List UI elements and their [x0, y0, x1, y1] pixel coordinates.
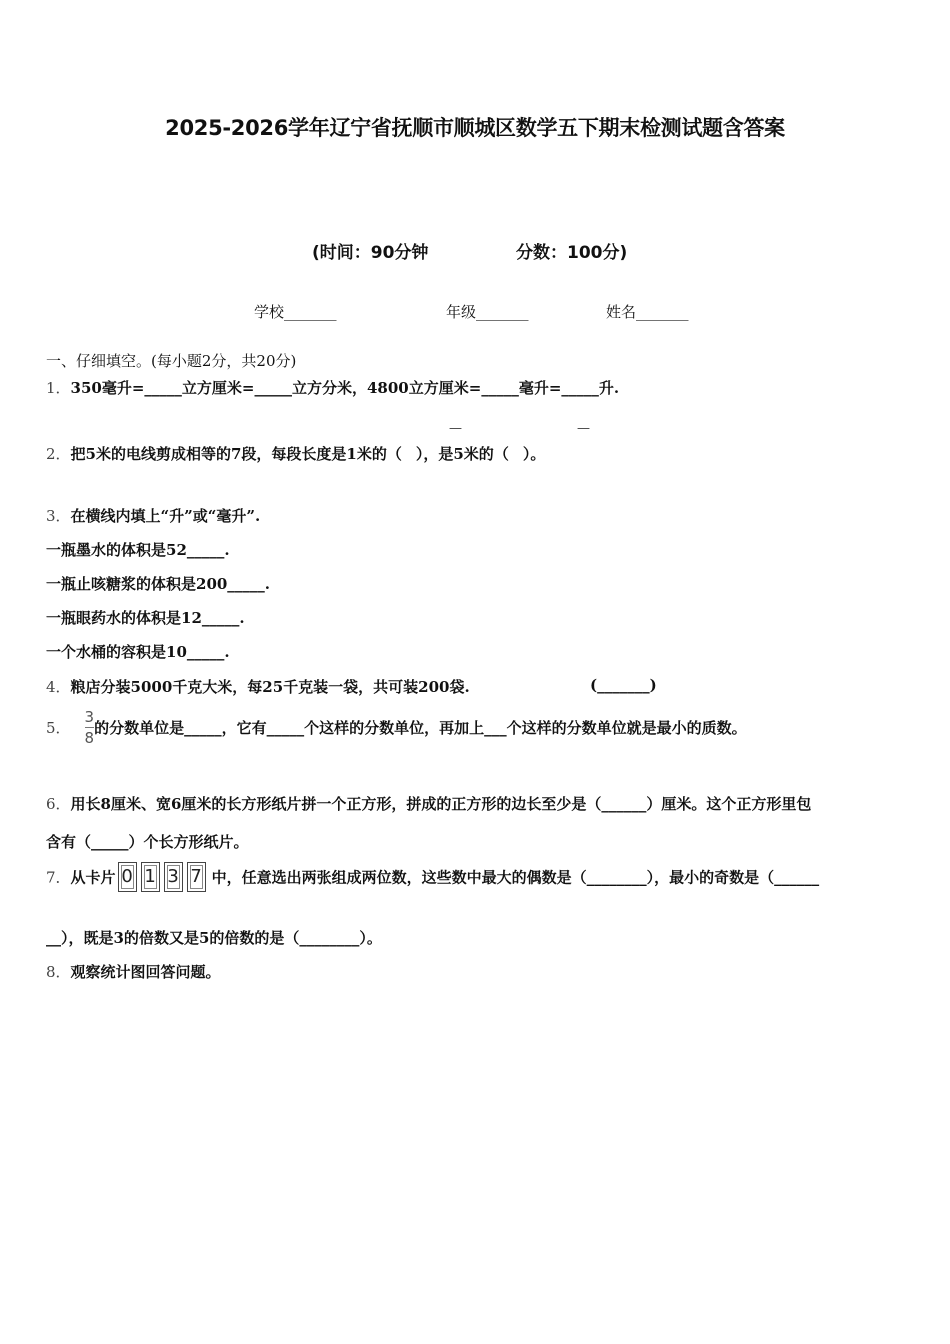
question-text: 观察统计图回答问题。 [70, 963, 221, 981]
question-text-part: ），是5米的（ [415, 445, 509, 463]
question-number: 4． [46, 678, 71, 696]
answer-blank: (_______) [590, 676, 657, 694]
question-text-part: ）。 [522, 445, 546, 463]
name-field: 姓名_______ [606, 303, 689, 321]
fraction-denominator: 8 [84, 729, 95, 747]
question-number: 8． [46, 963, 71, 981]
question-number: 7． [46, 868, 71, 887]
number-card: 1 [141, 862, 160, 892]
grade-field: 年级_______ [446, 303, 529, 321]
question-2 [46, 443, 545, 464]
question-4 [46, 676, 470, 697]
question-number: 2． [46, 445, 71, 463]
question-text-part: 把5米的电线剪成相等的7段，每段长度是1米的（ [70, 445, 402, 463]
fraction-blank-mark: — [449, 421, 462, 436]
question-text-part: 中，任意选出两张组成两位数，这些数中最大的偶数是（________），最小的奇数是（______ [211, 868, 820, 887]
q3-item: 一瓶止咳糖浆的体积是200_____. [46, 575, 271, 593]
school-field: 学校_______ [254, 303, 337, 321]
q3-item: 一瓶眼药水的体积是12_____. [46, 609, 245, 627]
exam-time: (时间：90分钟 [312, 243, 429, 263]
section-heading: 一、仔细填空。(每小题2分，共20分) [46, 352, 297, 370]
q3-item: 一瓶墨水的体积是52_____. [46, 541, 230, 559]
question-text: 在横线内填上“升”或“毫升”. [70, 507, 261, 525]
question-6 [46, 793, 811, 814]
question-number: 6． [46, 795, 71, 813]
q3-item: 一个水桶的容积是10_____. [46, 643, 230, 661]
exam-score: 分数：100分) [516, 243, 628, 263]
question-number: 5． [46, 719, 71, 737]
question-3 [46, 505, 260, 526]
question-text-part: 从卡片 [70, 868, 116, 887]
fraction [85, 708, 95, 747]
question-8 [46, 961, 221, 982]
fraction-bar [85, 727, 95, 728]
question-5 [46, 708, 747, 747]
question-number: 3． [46, 507, 71, 525]
number-cards [118, 862, 210, 892]
fraction-blank-mark: — [577, 421, 590, 436]
number-card: 7 [187, 862, 206, 892]
number-card: 0 [118, 862, 137, 892]
question-text: 的分数单位是_____，它有_____个这样的分数单位，再加上___个这样的分数单位就是最小的质数。 [94, 719, 747, 737]
question-number: 1． [46, 379, 71, 397]
question-text: 350毫升=_____立方厘米=_____立方分米，4800立方厘米=_____毫升=_____升. [70, 379, 620, 397]
question-1 [46, 377, 619, 398]
question-text: 粮店分装5000千克大米，每25千克装一袋，共可装200袋. [70, 678, 470, 696]
page-title: 2025-2026学年辽宁省抚顺市顺城区数学五下期末检测试题含答案 [165, 116, 785, 140]
question-7-line-2: __），既是3的倍数又是5的倍数的是（________）。 [46, 929, 382, 947]
question-6-line-2: 含有（_____）个长方形纸片。 [46, 833, 249, 851]
question-text: 用长8厘米、宽6厘米的长方形纸片拼一个正方形，拼成的正方形的边长至少是（______）厘米。这个正方形里包 [70, 795, 812, 813]
question-7 [46, 862, 819, 892]
number-card: 3 [164, 862, 183, 892]
fraction-numerator: 3 [84, 708, 95, 726]
